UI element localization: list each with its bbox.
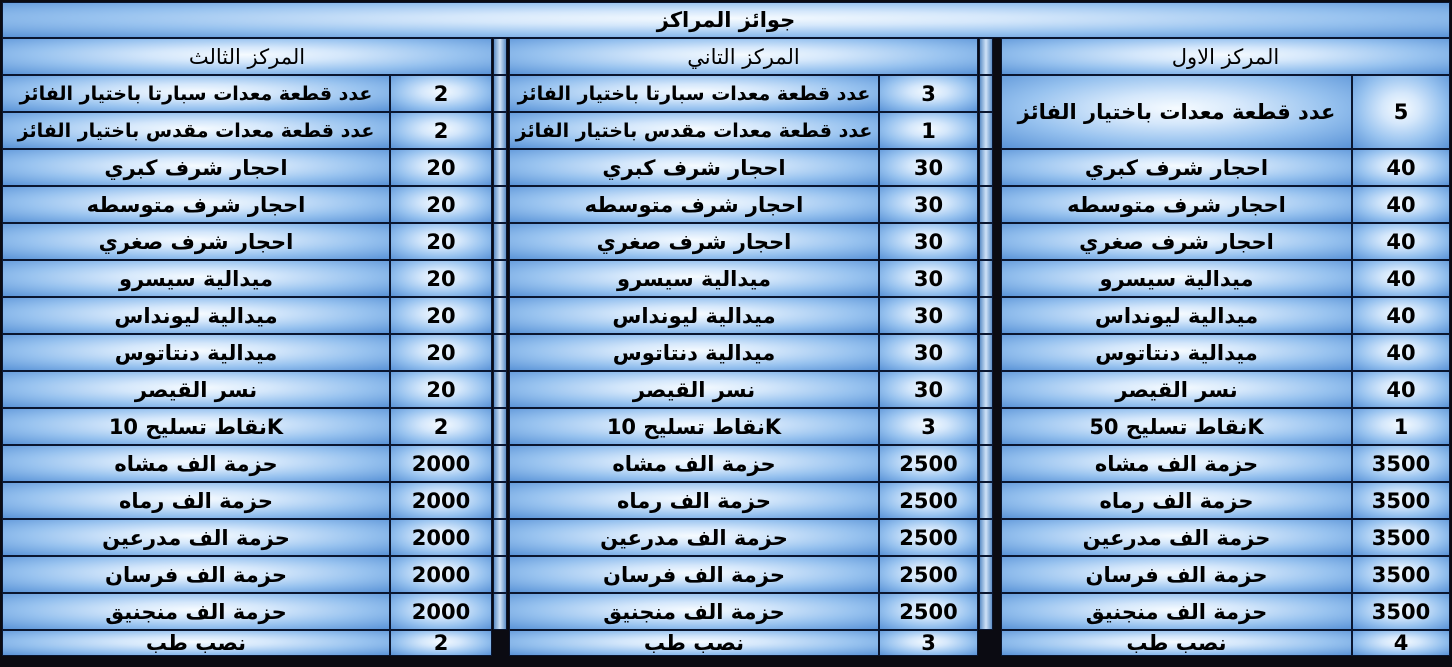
column-separator	[493, 38, 507, 75]
column-separator	[979, 408, 993, 445]
reward-qty: 2000	[390, 556, 492, 593]
reward-qty: 3	[879, 408, 978, 445]
reward-qty: 2500	[879, 445, 978, 482]
column-separator	[493, 445, 507, 482]
reward-qty: 30	[879, 149, 978, 186]
reward-label: ميدالية سيسرو	[509, 260, 879, 297]
column-separator	[979, 149, 993, 186]
reward-qty: 40	[1352, 260, 1450, 297]
reward-qty: 1	[1352, 408, 1450, 445]
reward-qty: 2	[390, 75, 492, 112]
reward-label: حزمة الف فرسان	[1001, 556, 1352, 593]
reward-label: عدد قطعة معدات سبارتا باختيار الفائز	[2, 75, 390, 112]
reward-label: عدد قطعة معدات مقدس باختيار الفائز	[509, 112, 879, 149]
reward-label: نقاط تسليح 50K	[1001, 408, 1352, 445]
column-separator	[493, 297, 507, 334]
reward-qty: 3500	[1352, 556, 1450, 593]
reward-label: نسر القيصر	[2, 371, 390, 408]
reward-label: نقاط تسليح 10K	[509, 408, 879, 445]
reward-label: نسر القيصر	[509, 371, 879, 408]
reward-label: حزمة الف رماه	[1001, 482, 1352, 519]
reward-qty: 2	[390, 112, 492, 149]
table-title: جوائز المراكز	[2, 2, 1450, 38]
column-separator	[493, 186, 507, 223]
column-separator	[979, 556, 993, 593]
reward-qty: 2500	[879, 482, 978, 519]
reward-label: حزمة الف منجنيق	[1001, 593, 1352, 630]
column-separator	[979, 519, 993, 556]
reward-label: ميدالية ليونداس	[1001, 297, 1352, 334]
reward-qty: 1	[879, 112, 978, 149]
column-separator	[979, 223, 993, 260]
reward-label: نصب طب	[509, 630, 879, 656]
reward-label: احجار شرف كبري	[509, 149, 879, 186]
reward-qty: 3500	[1352, 519, 1450, 556]
reward-qty: 2500	[879, 593, 978, 630]
reward-qty: 5	[1352, 75, 1450, 149]
reward-label: حزمة الف فرسان	[2, 556, 390, 593]
column-separator	[979, 482, 993, 519]
column-separator	[979, 260, 993, 297]
column-separator	[979, 297, 993, 334]
reward-label: عدد قطعة معدات مقدس باختيار الفائز	[2, 112, 390, 149]
place-header-1: المركز الاول	[1001, 38, 1450, 75]
reward-qty: 40	[1352, 334, 1450, 371]
column-separator	[493, 260, 507, 297]
reward-label: احجار شرف صغري	[1001, 223, 1352, 260]
reward-qty: 2500	[879, 556, 978, 593]
column-separator	[493, 149, 507, 186]
reward-qty: 3	[879, 630, 978, 656]
reward-qty: 40	[1352, 186, 1450, 223]
column-separator	[493, 519, 507, 556]
column-separator	[979, 445, 993, 482]
reward-qty: 3500	[1352, 445, 1450, 482]
column-separator	[493, 408, 507, 445]
reward-label: ميدالية سيسرو	[1001, 260, 1352, 297]
reward-label: احجار شرف صغري	[509, 223, 879, 260]
column-separator	[493, 75, 507, 112]
reward-qty: 2	[390, 630, 492, 656]
reward-label: حزمة الف منجنيق	[509, 593, 879, 630]
reward-qty: 30	[879, 371, 978, 408]
reward-label: ميدالية ليونداس	[509, 297, 879, 334]
reward-label: احجار شرف متوسطه	[509, 186, 879, 223]
reward-qty: 2500	[879, 519, 978, 556]
reward-qty: 40	[1352, 149, 1450, 186]
reward-qty: 30	[879, 334, 978, 371]
reward-qty: 4	[1352, 630, 1450, 656]
reward-label: احجار شرف كبري	[1001, 149, 1352, 186]
reward-label: حزمة الف مدرعين	[509, 519, 879, 556]
reward-label: ميدالية دنتاتوس	[2, 334, 390, 371]
column-separator	[493, 334, 507, 371]
column-separator	[493, 593, 507, 630]
place-header-2: المركز التاني	[509, 38, 978, 75]
column-separator	[979, 186, 993, 223]
column-separator	[493, 112, 507, 149]
reward-qty: 30	[879, 297, 978, 334]
reward-label: نسر القيصر	[1001, 371, 1352, 408]
reward-qty: 20	[390, 186, 492, 223]
reward-label: عدد قطعة معدات سبارتا باختيار الفائز	[509, 75, 879, 112]
column-separator	[979, 38, 993, 75]
reward-label: ميدالية دنتاتوس	[509, 334, 879, 371]
reward-label: حزمة الف منجنيق	[2, 593, 390, 630]
reward-label: ميدالية ليونداس	[2, 297, 390, 334]
reward-qty: 20	[390, 297, 492, 334]
reward-qty: 30	[879, 186, 978, 223]
reward-label: نصب طب	[1001, 630, 1352, 656]
place-header-3: المركز الثالث	[2, 38, 492, 75]
reward-qty: 2000	[390, 593, 492, 630]
reward-label: حزمة الف رماه	[2, 482, 390, 519]
reward-label: احجار شرف متوسطه	[2, 186, 390, 223]
reward-label: حزمة الف فرسان	[509, 556, 879, 593]
reward-label: نصب طب	[2, 630, 390, 656]
reward-qty: 30	[879, 223, 978, 260]
reward-label: حزمة الف مشاه	[2, 445, 390, 482]
reward-label: نقاط تسليح 10K	[2, 408, 390, 445]
column-separator	[979, 593, 993, 630]
reward-qty: 40	[1352, 223, 1450, 260]
reward-label: احجار شرف متوسطه	[1001, 186, 1352, 223]
reward-qty: 3500	[1352, 593, 1450, 630]
reward-label: حزمة الف مدرعين	[1001, 519, 1352, 556]
column-separator	[493, 223, 507, 260]
reward-qty: 20	[390, 149, 492, 186]
reward-qty: 40	[1352, 297, 1450, 334]
reward-label: حزمة الف مدرعين	[2, 519, 390, 556]
reward-label: ميدالية سيسرو	[2, 260, 390, 297]
reward-label: عدد قطعة معدات باختيار الفائز	[1001, 75, 1352, 149]
column-separator	[979, 75, 993, 112]
reward-qty: 3	[879, 75, 978, 112]
reward-qty: 40	[1352, 371, 1450, 408]
column-separator	[979, 112, 993, 149]
column-separator	[493, 556, 507, 593]
reward-qty: 20	[390, 334, 492, 371]
reward-qty: 2000	[390, 445, 492, 482]
column-separator	[979, 371, 993, 408]
reward-qty: 20	[390, 260, 492, 297]
reward-qty: 30	[879, 260, 978, 297]
reward-label: ميدالية دنتاتوس	[1001, 334, 1352, 371]
column-separator	[493, 482, 507, 519]
column-separator	[979, 334, 993, 371]
reward-label: حزمة الف مشاه	[1001, 445, 1352, 482]
reward-label: احجار شرف صغري	[2, 223, 390, 260]
reward-qty: 20	[390, 223, 492, 260]
reward-label: حزمة الف رماه	[509, 482, 879, 519]
column-separator	[493, 371, 507, 408]
reward-qty: 2000	[390, 519, 492, 556]
reward-qty: 2000	[390, 482, 492, 519]
reward-qty: 3500	[1352, 482, 1450, 519]
reward-label: حزمة الف مشاه	[509, 445, 879, 482]
reward-label: احجار شرف كبري	[2, 149, 390, 186]
reward-qty: 20	[390, 371, 492, 408]
reward-qty: 2	[390, 408, 492, 445]
